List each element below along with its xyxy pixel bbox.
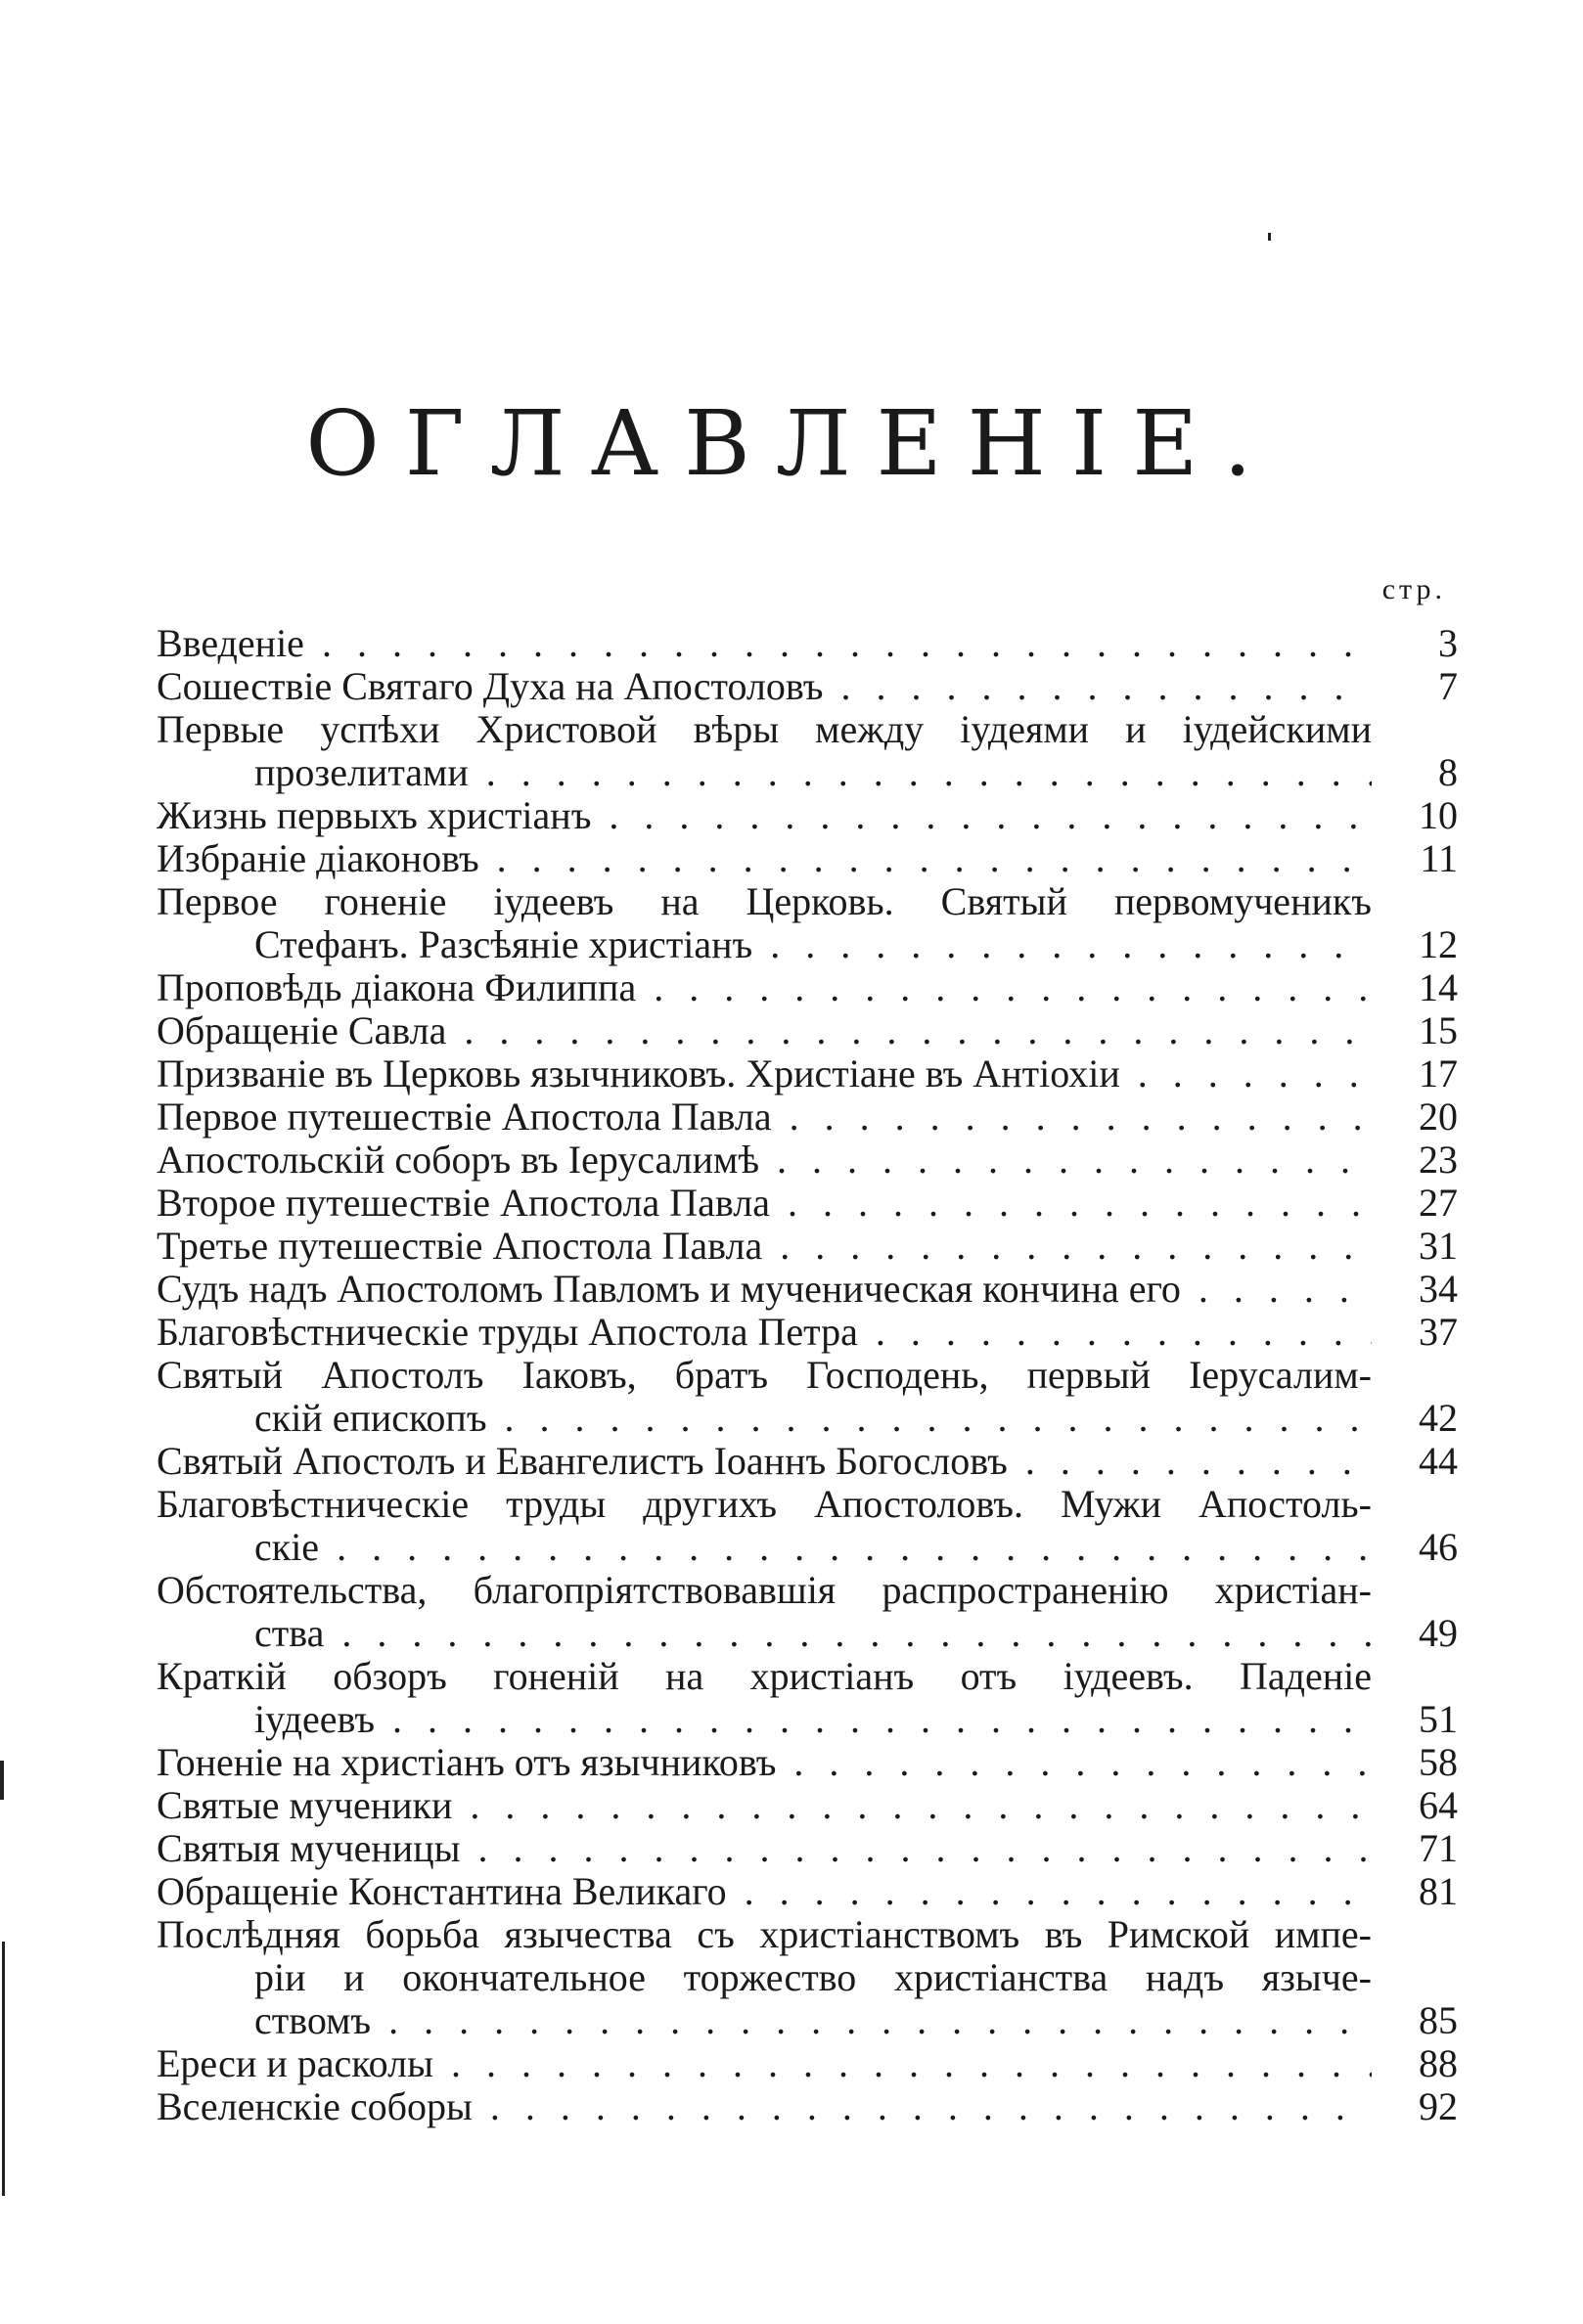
toc-entry-page-number: 10 [1419, 793, 1458, 837]
toc-entry [157, 1095, 1458, 1139]
toc-entry-title: ствомъ . . . [157, 1999, 1372, 2042]
toc-entry [157, 1225, 1458, 1268]
toc-entry-page-number: 46 [1419, 1525, 1458, 1569]
toc-entry [157, 1784, 1458, 1827]
table-of-contents [157, 622, 1458, 2128]
toc-entry-page-number: 20 [1419, 1095, 1458, 1139]
toc-entry-title: Апостольскій соборъ въ Іерусалимѣ . . . [157, 1139, 1372, 1182]
toc-entry [157, 708, 1458, 794]
toc-entry-page-number: 51 [1419, 1697, 1458, 1741]
toc-entry-page-number: 42 [1419, 1396, 1458, 1440]
toc-entry-title: ства . . . [157, 1612, 1372, 1655]
toc-entry-title: Обращеніе Савла . . . [157, 1009, 1372, 1052]
toc-entry-title: Первое гоненіе іудеевъ на Церковь. Святый первомученикъ [157, 880, 1372, 923]
toc-entry [157, 1311, 1458, 1354]
toc-entry [157, 1913, 1458, 2042]
toc-entry [157, 1870, 1458, 1913]
toc-entry [157, 794, 1458, 837]
toc-entry [157, 1483, 1458, 1569]
toc-entry-page-number: 49 [1419, 1611, 1458, 1655]
toc-entry-page-number: 64 [1419, 1783, 1458, 1827]
toc-entry-title: Третье путешествіе Апостола Павла . . . [157, 1225, 1372, 1268]
toc-entry-title: Святые мученики . . . [157, 1784, 1372, 1827]
toc-entry-title: Введеніе . . . [157, 622, 1372, 665]
toc-entry [157, 1655, 1458, 1741]
toc-entry-title: Вселенскіе соборы . . . [157, 2085, 1372, 2128]
toc-entry-page-number: 27 [1419, 1181, 1458, 1225]
toc-entry-title: іудеевъ . . . [157, 1698, 1372, 1741]
toc-entry [157, 1182, 1458, 1225]
toc-entry-title: Благовѣстническіе труды Апостола Петра . . . [157, 1311, 1372, 1354]
toc-entry-title: Святыя мученицы . . . [157, 1827, 1372, 1870]
toc-entry-title: Святый Апостолъ Іаковъ, братъ Господень, первый Іерусалим- [157, 1354, 1372, 1397]
toc-entry [157, 1139, 1458, 1182]
toc-entry-page-number: 71 [1419, 1826, 1458, 1870]
toc-entry-page-number: 58 [1419, 1740, 1458, 1784]
toc-entry-title: Ереси и расколы . . . [157, 2042, 1372, 2085]
toc-entry [157, 2042, 1458, 2085]
toc-entry [157, 837, 1458, 880]
toc-entry-title: Святый Апостолъ и Евангелистъ Іоаннъ Богословъ . . . [157, 1440, 1372, 1483]
toc-entry-page-number: 11 [1420, 836, 1458, 880]
toc-entry [157, 665, 1458, 708]
toc-entry [157, 1569, 1458, 1655]
toc-entry-page-number: 44 [1419, 1439, 1458, 1483]
margin-mark [0, 1761, 4, 1800]
toc-entry-page-number: 8 [1438, 750, 1458, 794]
toc-entry-page-number: 34 [1419, 1267, 1458, 1311]
toc-entry-title: Благовѣстническіе труды другихъ Апостоловъ. Мужи Апостоль- [157, 1483, 1372, 1526]
toc-entry-title: Обращеніе Константина Великаго . . . [157, 1870, 1372, 1913]
toc-entry-page-number: 14 [1419, 965, 1458, 1009]
toc-entry-title: Первое путешествіе Апостола Павла . . . [157, 1095, 1372, 1139]
toc-entry-page-number: 85 [1419, 1998, 1458, 2042]
toc-entry [157, 1009, 1458, 1052]
toc-entry-page-number: 15 [1419, 1008, 1458, 1052]
page-speck [1268, 233, 1271, 241]
toc-entry-title: Первые успѣхи Христовой вѣры между іудеями и іудейскими [157, 708, 1372, 751]
toc-entry-page-number: 88 [1419, 2041, 1458, 2085]
toc-entry [157, 966, 1458, 1009]
toc-entry-page-number: 92 [1419, 2084, 1458, 2128]
toc-entry-title: Проповѣдь діакона Филиппа . . . [157, 966, 1372, 1009]
toc-entry [157, 1440, 1458, 1483]
toc-entry-title: Судъ надъ Апостоломъ Павломъ и мученическая кончина его . . . [157, 1268, 1372, 1311]
toc-entry-title: Послѣдняя борьба язычества съ христіанствомъ въ Римской импе- [157, 1913, 1372, 1956]
toc-entry-title: Стефанъ. Разсѣяніе христіанъ . . . [157, 923, 1372, 966]
toc-entry [157, 1354, 1458, 1440]
toc-entry-title: Призваніе въ Церковь язычниковъ. Христіане въ Антіохіи . . . [157, 1052, 1372, 1095]
toc-entry-page-number: 7 [1438, 664, 1458, 708]
page-title: ОГЛАВЛЕНІЕ. [305, 391, 1278, 496]
toc-entry-title: Второе путешествіе Апостола Павла . . . [157, 1182, 1372, 1225]
toc-entry [157, 1827, 1458, 1870]
toc-entry-title: прозелитами . . . [157, 751, 1372, 794]
toc-entry [157, 1268, 1458, 1311]
page-column-label: стр. [1381, 573, 1446, 605]
toc-entry-title: ріи и окончательное торжество христіанства надъ языче- [254, 1956, 1372, 1999]
toc-entry-page-number: 81 [1419, 1869, 1458, 1913]
toc-entry-page-number: 17 [1419, 1051, 1458, 1095]
toc-entry [157, 622, 1458, 665]
toc-entry-title: Обстоятельства, благопріятствовавшія распространенію христіан- [157, 1569, 1372, 1612]
toc-entry-title: Избраніе діаконовъ . . . [157, 837, 1372, 880]
toc-entry [157, 880, 1458, 966]
toc-entry [157, 1741, 1458, 1784]
toc-entry-title: Сошествіе Святаго Духа на Апостоловъ . . . [157, 665, 1372, 708]
toc-entry-page-number: 23 [1419, 1138, 1458, 1182]
toc-entry-page-number: 3 [1438, 621, 1458, 665]
toc-entry-page-number: 31 [1419, 1224, 1458, 1268]
toc-entry [157, 1052, 1458, 1095]
toc-entry-title: Гоненіе на христіанъ отъ язычниковъ . . . [157, 1741, 1372, 1784]
toc-entry-title: Краткій обзоръ гоненій на христіанъ отъ іудеевъ. Паденіе [157, 1655, 1372, 1698]
toc-entry-page-number: 37 [1419, 1310, 1458, 1354]
toc-entry-title: Жизнь первыхъ христіанъ . . . [157, 794, 1372, 837]
margin-mark [2, 1942, 5, 2196]
toc-entry [157, 2085, 1458, 2128]
toc-entry-page-number: 12 [1419, 922, 1458, 966]
toc-entry-title: скій епископъ . . . [157, 1397, 1372, 1440]
toc-entry-title: скіе . . . [157, 1526, 1372, 1569]
